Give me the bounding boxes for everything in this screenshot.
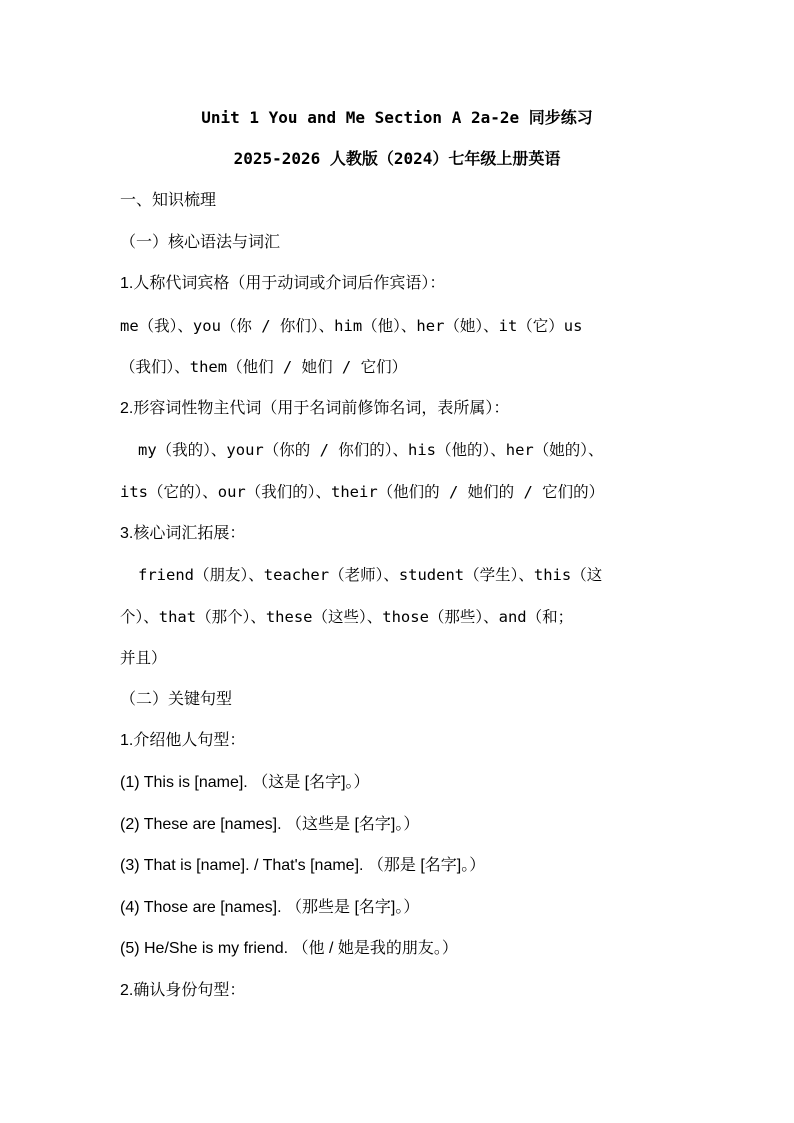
item-text: me（我）、you（你 / 你们）、him（他）、her（她）、it（它）us <box>120 317 583 335</box>
list-item: (2) These are [names]. （这些是 [名字]。） <box>120 816 420 833</box>
document-title: Unit 1 You and Me Section A 2a-2e 同步练习 <box>201 108 593 127</box>
list-item: (5) He/She is my friend. （他 / 她是我的朋友。） <box>120 940 458 957</box>
subsection-heading: （二）关键句型 <box>120 691 233 708</box>
item-heading: 2.形容词性物主代词（用于名词前修饰名词，表所属）： <box>120 400 510 417</box>
item-heading: 2.确认身份句型： <box>120 982 246 999</box>
item-heading: 3.核心词汇拓展： <box>120 525 246 542</box>
item-text: my（我的）、your（你的 / 你们的）、his（他的）、her（她的）、 <box>138 441 604 459</box>
item-heading: 1.介绍他人句型： <box>120 732 246 749</box>
document-subtitle: 2025-2026 人教版（2024）七年级上册英语 <box>233 149 561 168</box>
subsection-heading: （一）核心语法与词汇 <box>120 234 281 251</box>
list-item: (4) Those are [names]. （那些是 [名字]。） <box>120 899 420 916</box>
item-text: （我们）、them（他们 / 她们 / 它们） <box>120 358 408 376</box>
list-item: (3) That is [name]. / That's [name]. （那是 [名字]。） <box>120 857 486 874</box>
item-text: 并且） <box>120 649 167 667</box>
item-text: 个）、that（那个）、these（这些）、those（那些）、and（和； <box>120 608 574 626</box>
item-text: its（它的）、our（我们的）、their（他们的 / 她们的 / 它们的） <box>120 483 605 501</box>
list-item: (1) This is [name]. （这是 [名字]。） <box>120 774 370 791</box>
item-heading: 1.人称代词宾格（用于动词或介词后作宾语）： <box>120 275 446 292</box>
item-text: friend（朋友）、teacher（老师）、student（学生）、this（这 <box>138 566 603 584</box>
section-heading: 一、知识梳理 <box>120 192 217 209</box>
